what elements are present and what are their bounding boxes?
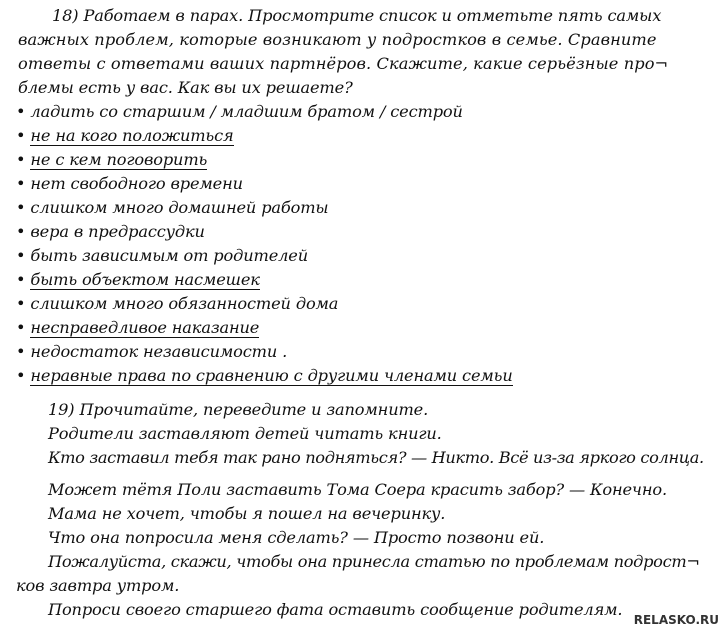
- ex19-line-1: 19) Прочитайте, переведите и запомните.: [48, 400, 429, 419]
- bullet: •: [16, 270, 26, 289]
- ex19-line-3: Кто заставил тебя так рано подняться? — Никто. Всё из-за яркого солнца.: [48, 448, 704, 467]
- item-text: быть зависимым от родителей: [30, 246, 308, 265]
- item-text-underlined: не на кого положиться: [30, 126, 234, 145]
- bullet: •: [16, 102, 26, 121]
- bullet: •: [16, 222, 26, 241]
- bullet: •: [16, 342, 26, 361]
- bullet: •: [16, 246, 26, 265]
- ex18-line-3: ответы с ответами ваших партнёров. Скажите, какие серьёзные про¬: [18, 54, 669, 73]
- item-text: вера в предрассудки: [30, 222, 205, 241]
- list-item: [16, 364, 513, 388]
- ex19-line-9: Попроси своего старшего фата оставить сообщение родителям.: [48, 600, 623, 619]
- bullet: •: [16, 318, 26, 337]
- item-text: ладить со старшим / младшим братом / сестрой: [30, 102, 463, 121]
- item-text-underlined: быть объектом насмешек: [30, 270, 260, 289]
- ex18-line-4: блемы есть у вас. Как вы их решаете?: [18, 78, 353, 97]
- ex19-line-6: Что она попросила меня сделать? — Просто позвони ей.: [48, 528, 545, 547]
- ex19-line-4: Может тётя Поли заставить Тома Соера красить забор? — Конечно.: [48, 480, 667, 499]
- list-item: [16, 124, 234, 148]
- bullet: •: [16, 174, 26, 193]
- list-item: [16, 220, 205, 244]
- bullet: •: [16, 366, 26, 385]
- bullet: •: [16, 126, 26, 145]
- list-item: [16, 244, 308, 268]
- ex19-line-5: Мама не хочет, чтобы я пошел на вечеринку.: [48, 504, 446, 523]
- bullet: •: [16, 150, 26, 169]
- item-text-underlined: неравные права по сравнению с другими членами семьи: [30, 366, 513, 385]
- list-item: [16, 172, 243, 196]
- item-text: слишком много обязанностей дома: [30, 294, 339, 313]
- bullet: •: [16, 198, 26, 217]
- watermark: RELASKO.RU: [633, 613, 719, 627]
- bullet: •: [16, 294, 26, 313]
- item-text: слишком много домашней работы: [30, 198, 329, 217]
- list-item: [16, 268, 260, 292]
- list-item: [16, 340, 287, 364]
- ex18-line-2: важных проблем, которые возникают у подростков в семье. Сравните: [18, 30, 657, 49]
- item-text-underlined: не с кем поговорить: [30, 150, 208, 169]
- list-item: [16, 196, 328, 220]
- list-item: [16, 148, 207, 172]
- ex19-line-2: Родители заставляют детей читать книги.: [48, 424, 442, 443]
- list-item: [16, 292, 338, 316]
- ex19-line-7: Пожалуйста, скажи, чтобы она принесла статью по проблемам подрост¬: [48, 552, 700, 571]
- ex18-line-1: 18) Работаем в парах. Просмотрите список и отметьте пять самых: [52, 6, 662, 25]
- item-text: нет свободного времени: [30, 174, 243, 193]
- item-text-underlined: несправедливое наказание: [30, 318, 260, 337]
- list-item: [16, 100, 463, 124]
- ex19-line-8: ков завтра утром.: [16, 576, 180, 595]
- list-item: [16, 316, 259, 340]
- item-text: недостаток независимости .: [30, 342, 288, 361]
